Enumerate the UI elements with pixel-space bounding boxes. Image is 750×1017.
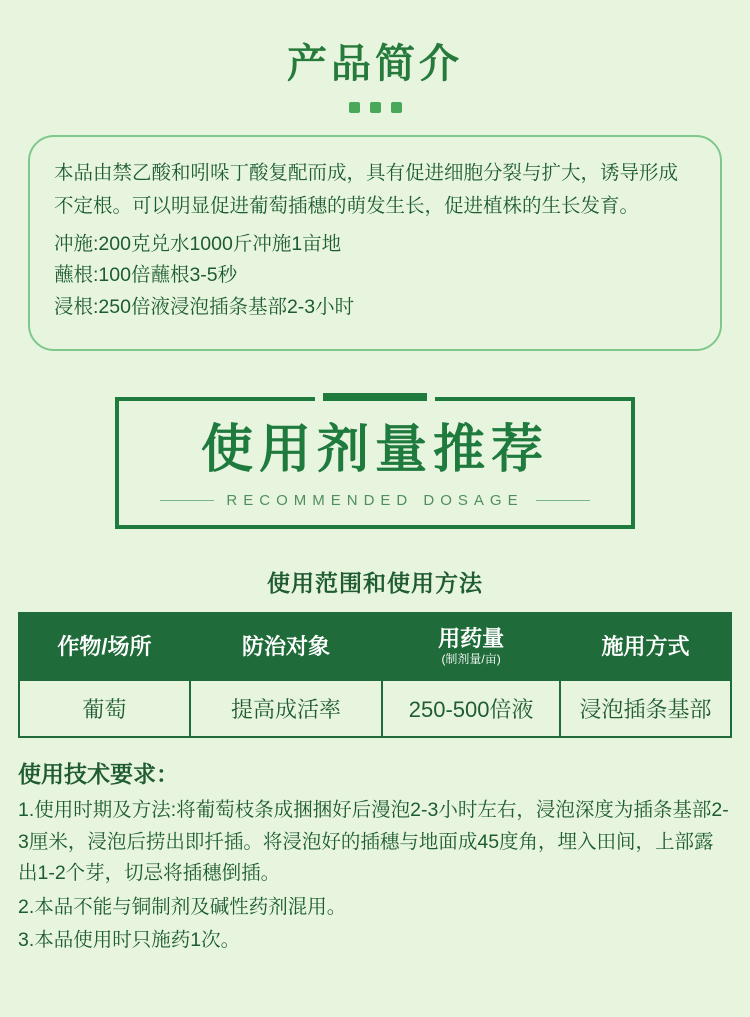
table-header-row [19,613,731,680]
banner-top-accent [315,390,435,404]
table-header-target [190,613,382,680]
dot-icon [391,102,402,113]
usage-note-2: 2.本品不能与铜制剂及碱性药剂混用。 [18,895,347,918]
intro-paragraph: 本品由禁乙酸和吲哚丁酸复配而成，具有促进细胞分裂与扩大，诱导形成不定根。可以明显促进葡萄插穗的萌发生长，促进植株的生长发育。 [54,162,679,217]
banner-title-en-wrap [119,492,631,509]
table-title: 使用范围和使用方法 [267,569,483,596]
table-header-crop-label: 作物/场所 [57,633,152,659]
usage-notes-title: 使用技术要求： [18,760,179,787]
usage-note-1: 1.使用时期及方法:将葡萄枝条成捆捆好后漫泡2-3小时左右，浸泡深度为插条基部2-3厘米，浸泡后捞出即扦插。将浸泡好的插穗与地面成45度角，埋入田间，上部露出1-2个芽，切忌将插穗倒插。 [18,798,729,885]
table-header-dosage-sub: (制剂量/亩) [441,652,501,667]
dosage-table [18,612,732,738]
table-header-dosage [382,613,560,680]
table-header-method [560,613,731,680]
dot-icon [349,102,360,113]
table-header-crop [19,613,190,680]
table-header-method-label: 施用方式 [601,633,690,659]
usage-notes [18,756,732,957]
intro-line-3: 浸根:250倍液浸泡插条基部2-3小时 [54,295,355,318]
table-row [19,680,731,737]
banner-box [115,397,635,529]
page-title: 产品简介 [287,42,463,86]
banner-title-cn: 使用剂量推荐 [200,421,549,480]
dot-icon [370,102,381,113]
intro-line-2: 蘸根:100倍蘸根3-5秒 [54,264,238,287]
decorative-dots [0,102,750,113]
banner-rule-right [536,500,590,501]
dosage-banner [115,397,635,529]
table-cell-method: 浸泡插条基部 [560,680,731,737]
table-cell-dosage: 250-500倍液 [382,680,560,737]
table-header-target-label: 防治对象 [241,633,330,659]
table-cell-target: 提高成活率 [190,680,382,737]
banner-title-en: RECOMMENDED DOSAGE [226,491,524,509]
table-cell-crop: 葡萄 [19,680,190,737]
table-header-dosage-label: 用药量 [438,625,505,651]
intro-panel [28,135,722,351]
usage-note-3: 3.本品使用时只施药1次。 [18,929,241,952]
banner-rule-left [160,500,214,501]
intro-line-1: 冲施:200克兑水1000斤冲施1亩地 [54,232,342,255]
